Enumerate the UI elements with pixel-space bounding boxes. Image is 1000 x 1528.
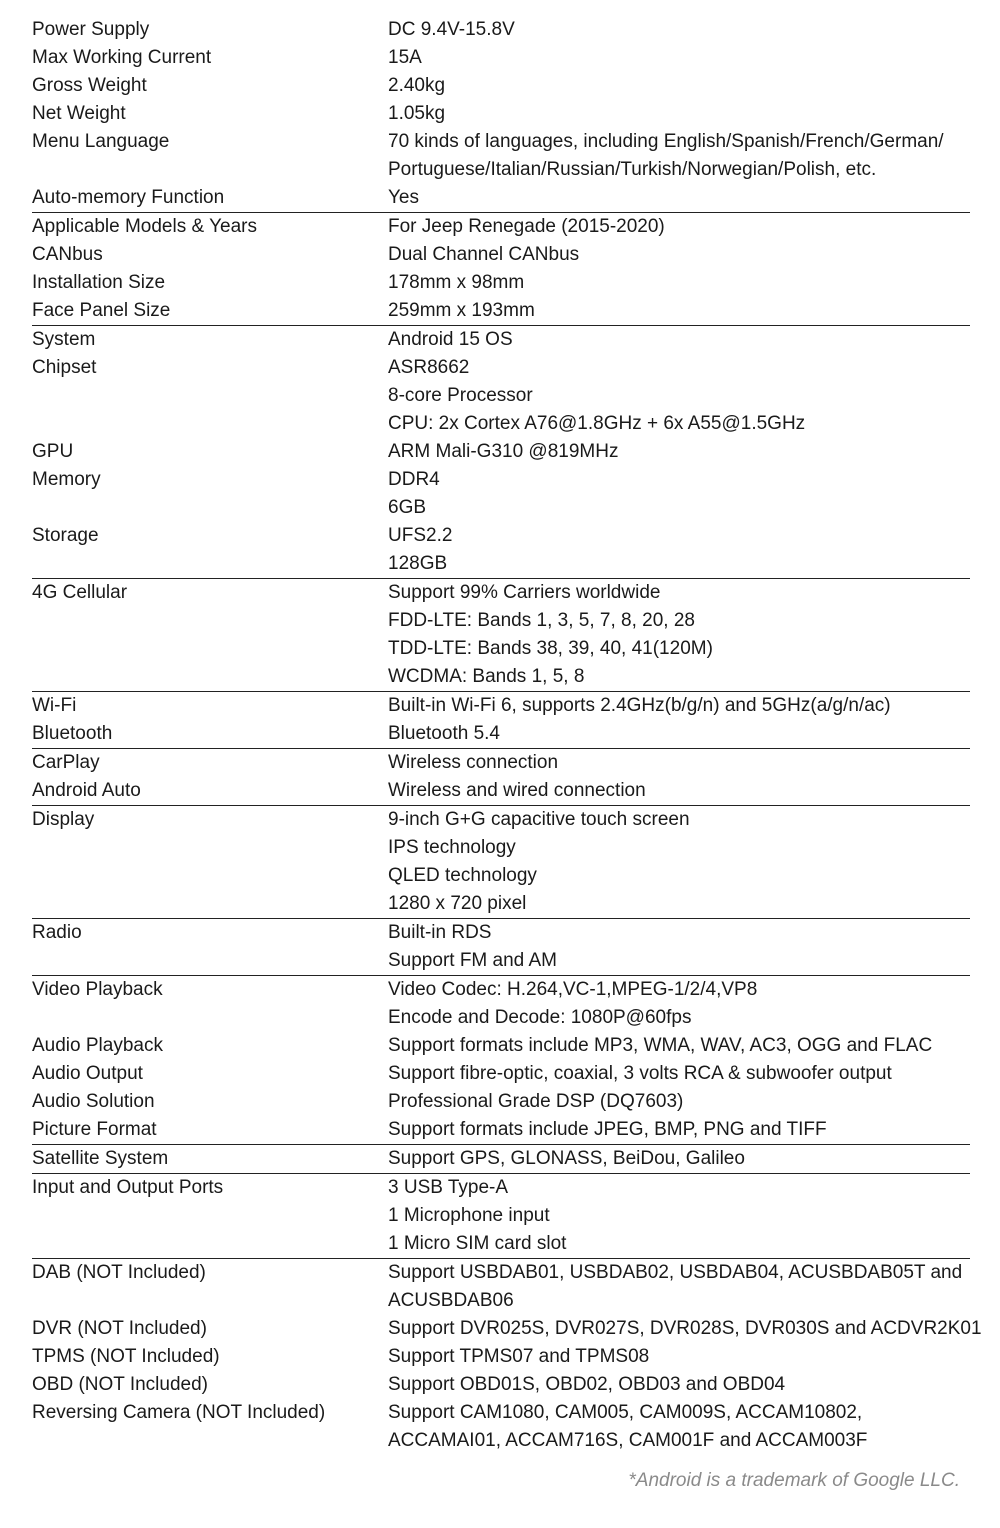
spec-label: Radio [32, 922, 82, 943]
spec-label: Power Supply [32, 19, 150, 40]
spec-value: Support 99% Carriers worldwide [388, 582, 661, 603]
spec-label: Audio Solution [32, 1091, 155, 1112]
spec-value: 6GB [388, 497, 427, 518]
spec-label: Display [32, 809, 95, 830]
spec-value: 8-core Processor [388, 385, 533, 406]
spec-row [32, 213, 970, 241]
spec-row [32, 806, 970, 918]
spec-value: ACUSBDAB06 [388, 1290, 514, 1311]
spec-row [32, 1315, 982, 1343]
spec-value: Support DVR025S, DVR027S, DVR028S, DVR030S and ACDVR2K01 [388, 1318, 982, 1339]
trademark-footnote: *Android is a trademark of Google LLC. [628, 1470, 960, 1491]
spec-values [388, 128, 970, 184]
spec-label: Installation Size [32, 272, 166, 293]
spec-value: Wireless connection [388, 752, 559, 773]
spec-value: 259mm x 193mm [388, 300, 535, 321]
spec-row [32, 1032, 970, 1060]
spec-label: System [32, 329, 96, 350]
spec-row [32, 241, 970, 269]
spec-value: Android 15 OS [388, 329, 513, 350]
spec-value: CPU: 2x Cortex A76@1.8GHz + 6x A55@1.5GHz [388, 413, 806, 434]
spec-row [32, 720, 970, 748]
spec-values [388, 297, 970, 325]
spec-label: TPMS (NOT Included) [32, 1346, 220, 1367]
spec-group [32, 1259, 982, 1455]
spec-group [32, 976, 970, 1145]
spec-label: CarPlay [32, 752, 100, 773]
spec-row [32, 1088, 970, 1116]
spec-values [388, 1343, 970, 1371]
spec-group [32, 326, 970, 579]
spec-row [32, 354, 970, 438]
spec-label: Auto-memory Function [32, 187, 225, 208]
spec-value: ARM Mali-G310 @819MHz [388, 441, 619, 462]
spec-row [32, 1343, 970, 1371]
spec-row [32, 438, 970, 466]
spec-row [32, 1174, 970, 1258]
spec-table [32, 16, 982, 1455]
spec-label: 4G Cellular [32, 582, 128, 603]
spec-label: Menu Language [32, 131, 170, 152]
spec-value: 1.05kg [388, 103, 446, 124]
spec-group [32, 692, 970, 749]
spec-value: 1 Micro SIM card slot [388, 1233, 567, 1254]
spec-row [32, 269, 970, 297]
spec-values [388, 100, 970, 128]
spec-values [388, 1371, 970, 1399]
spec-row [32, 72, 970, 100]
spec-row [32, 976, 970, 1032]
spec-values [388, 692, 970, 720]
spec-values [388, 354, 970, 438]
spec-row [32, 692, 970, 720]
spec-values [388, 269, 970, 297]
spec-group [32, 919, 970, 976]
spec-value: ASR8662 [388, 357, 470, 378]
spec-group [32, 579, 970, 692]
spec-group [32, 16, 970, 213]
spec-value: QLED technology [388, 865, 537, 886]
spec-row [32, 749, 970, 777]
spec-value: Encode and Decode: 1080P@60fps [388, 1007, 692, 1028]
spec-values [388, 522, 970, 578]
spec-value: 128GB [388, 553, 448, 574]
spec-label: Reversing Camera (NOT Included) [32, 1402, 326, 1423]
spec-value: Support FM and AM [388, 950, 557, 971]
spec-row [32, 100, 970, 128]
spec-value: Support USBDAB01, USBDAB02, USBDAB04, ACUSBDAB05T and [388, 1262, 963, 1283]
spec-value: Yes [388, 187, 419, 208]
spec-values [388, 919, 970, 975]
spec-label: Audio Playback [32, 1035, 163, 1056]
spec-values [388, 1116, 970, 1144]
spec-values [388, 720, 970, 748]
spec-label: CANbus [32, 244, 103, 265]
spec-values [388, 976, 970, 1032]
spec-values [388, 438, 970, 466]
spec-values [388, 1399, 970, 1455]
spec-label: GPU [32, 441, 74, 462]
spec-group [32, 1145, 970, 1174]
spec-values [388, 1259, 970, 1315]
spec-value: Support TPMS07 and TPMS08 [388, 1346, 650, 1367]
spec-group [32, 806, 970, 919]
spec-value: 15A [388, 47, 422, 68]
spec-value: IPS technology [388, 837, 516, 858]
spec-group [32, 749, 970, 806]
spec-row [32, 1145, 970, 1173]
spec-values [388, 326, 970, 354]
spec-row [32, 1060, 970, 1088]
spec-label: Wi-Fi [32, 695, 77, 716]
spec-group [32, 1174, 970, 1259]
spec-label: Input and Output Ports [32, 1177, 224, 1198]
spec-value: 1 Microphone input [388, 1205, 550, 1226]
spec-row [32, 326, 970, 354]
spec-row [32, 919, 970, 975]
spec-values [388, 241, 970, 269]
spec-value: Built-in RDS [388, 922, 492, 943]
spec-label: Storage [32, 525, 99, 546]
spec-value: 1280 x 720 pixel [388, 893, 527, 914]
spec-label: Picture Format [32, 1119, 157, 1140]
spec-values [388, 1088, 970, 1116]
spec-label: Applicable Models & Years [32, 216, 257, 237]
spec-label: DVR (NOT Included) [32, 1318, 207, 1339]
spec-value: For Jeep Renegade (2015-2020) [388, 216, 665, 237]
spec-values [388, 466, 970, 522]
spec-values [388, 184, 970, 212]
spec-row [32, 777, 970, 805]
spec-label: DAB (NOT Included) [32, 1262, 206, 1283]
spec-row [32, 297, 970, 325]
spec-label: Gross Weight [32, 75, 147, 96]
spec-values [388, 1145, 970, 1173]
spec-value: Support formats include MP3, WMA, WAV, AC3, OGG and FLAC [388, 1035, 933, 1056]
spec-row [32, 522, 970, 578]
spec-row [32, 44, 970, 72]
spec-value: 3 USB Type-A [388, 1177, 509, 1198]
spec-value: 70 kinds of languages, including English/Spanish/French/German/ [388, 131, 944, 152]
spec-value: Portuguese/Italian/Russian/Turkish/Norwegian/Polish, etc. [388, 159, 877, 180]
spec-value: Support GPS, GLONASS, BeiDou, Galileo [388, 1148, 745, 1169]
spec-label: OBD (NOT Included) [32, 1374, 208, 1395]
spec-value: UFS2.2 [388, 525, 453, 546]
spec-values [388, 806, 970, 918]
spec-value: Support OBD01S, OBD02, OBD03 and OBD04 [388, 1374, 786, 1395]
spec-values [388, 1060, 970, 1088]
spec-label: Audio Output [32, 1063, 143, 1084]
spec-value: DDR4 [388, 469, 440, 490]
spec-values [388, 579, 970, 691]
spec-value: 178mm x 98mm [388, 272, 525, 293]
spec-value: Professional Grade DSP (DQ7603) [388, 1091, 684, 1112]
spec-value: 2.40kg [388, 75, 446, 96]
spec-label: Net Weight [32, 103, 126, 124]
spec-label: Satellite System [32, 1148, 169, 1169]
spec-row [32, 184, 970, 212]
spec-row [32, 1259, 970, 1315]
spec-label: Bluetooth [32, 723, 113, 744]
spec-value: TDD-LTE: Bands 38, 39, 40, 41(120M) [388, 638, 713, 659]
spec-row [32, 579, 970, 691]
spec-row [32, 466, 970, 522]
spec-label: Android Auto [32, 780, 141, 801]
spec-values [388, 777, 970, 805]
spec-values [388, 213, 970, 241]
spec-row [32, 1371, 970, 1399]
spec-group [32, 213, 970, 326]
spec-label: Chipset [32, 357, 97, 378]
spec-value: DC 9.4V-15.8V [388, 19, 515, 40]
spec-value: Bluetooth 5.4 [388, 723, 500, 744]
spec-values [388, 44, 970, 72]
spec-value: Support CAM1080, CAM005, CAM009S, ACCAM10802, [388, 1402, 863, 1423]
spec-value: Support formats include JPEG, BMP, PNG and TIFF [388, 1119, 827, 1140]
spec-value: WCDMA: Bands 1, 5, 8 [388, 666, 585, 687]
spec-value: Dual Channel CANbus [388, 244, 580, 265]
spec-value: Video Codec: H.264,VC-1,MPEG-1/2/4,VP8 [388, 979, 758, 1000]
spec-row [32, 128, 970, 184]
spec-value: Wireless and wired connection [388, 780, 646, 801]
spec-values [388, 1032, 970, 1060]
spec-values [388, 16, 970, 44]
spec-values [388, 72, 970, 100]
spec-label: Max Working Current [32, 47, 212, 68]
spec-value: Built-in Wi-Fi 6, supports 2.4GHz(b/g/n) and 5GHz(a/g/n/ac) [388, 695, 891, 716]
spec-values [388, 1315, 982, 1343]
spec-label: Memory [32, 469, 101, 490]
spec-value: 9-inch G+G capacitive touch screen [388, 809, 690, 830]
spec-row [32, 1399, 970, 1455]
spec-values [388, 749, 970, 777]
spec-row [32, 16, 970, 44]
spec-label: Video Playback [32, 979, 163, 1000]
spec-value: ACCAMAI01, ACCAM716S, CAM001F and ACCAM003F [388, 1430, 868, 1451]
spec-label: Face Panel Size [32, 300, 171, 321]
spec-values [388, 1174, 970, 1258]
spec-value: Support fibre-optic, coaxial, 3 volts RCA & subwoofer output [388, 1063, 892, 1084]
spec-value: FDD-LTE: Bands 1, 3, 5, 7, 8, 20, 28 [388, 610, 695, 631]
spec-row [32, 1116, 970, 1144]
